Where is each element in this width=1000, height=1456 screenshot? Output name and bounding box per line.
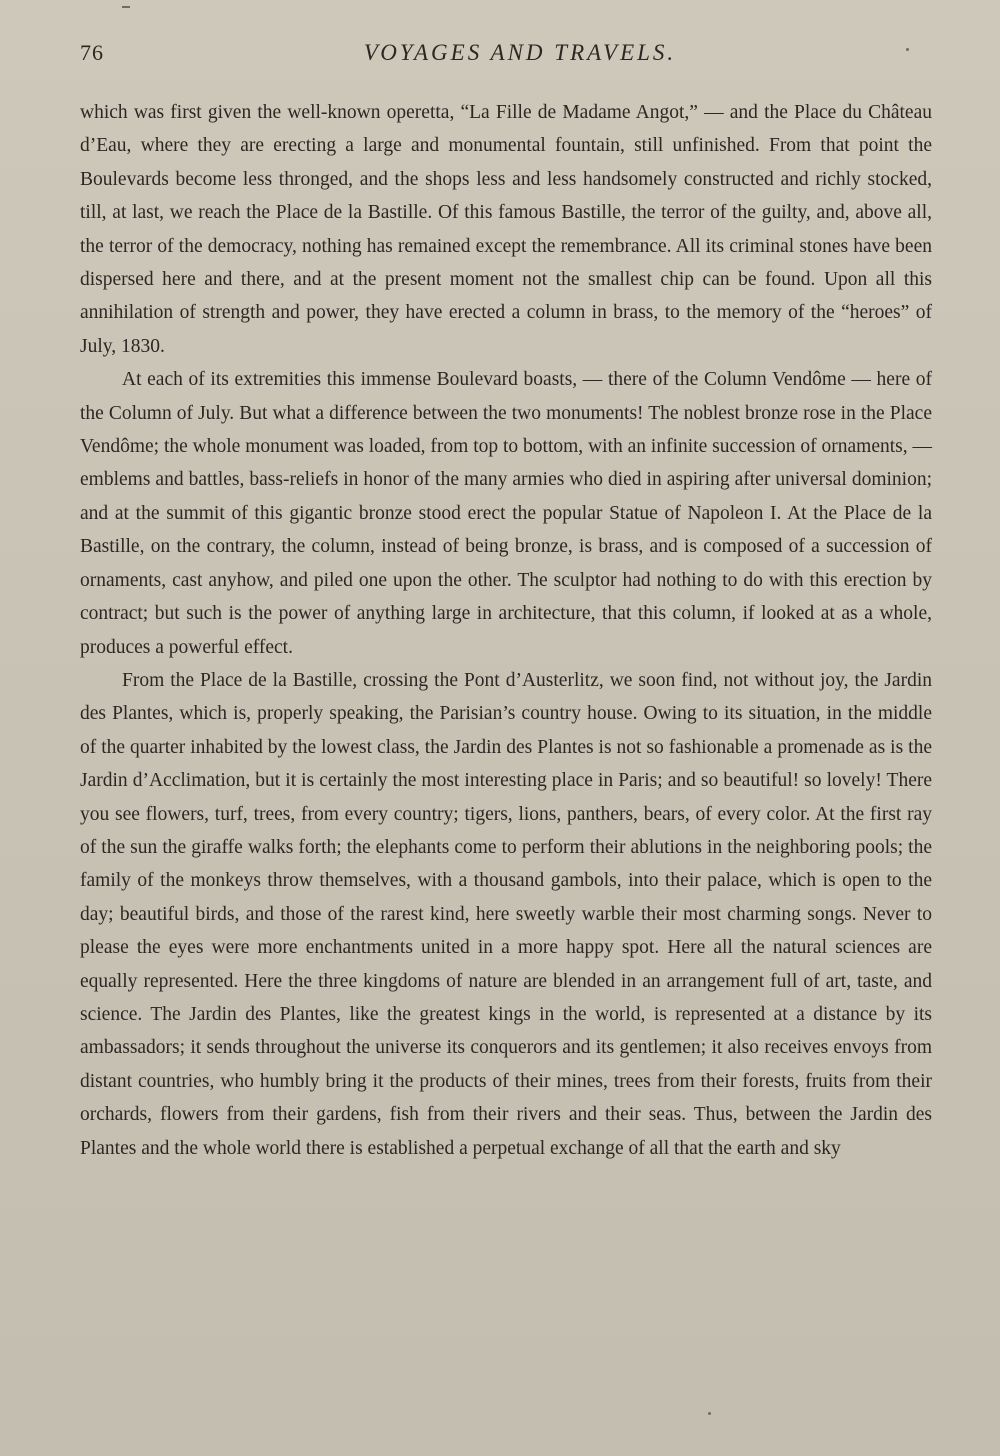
paragraph-3: From the Place de la Bastille, crossing the Pont d’Austerlitz, we soon find, not without joy, the Jardin des Plantes, which is, properly speaking, the Parisian’s country house. Owing to its situation, in the middle of the quarter inhabited by the lowest class, the Jardin des Plantes is not so fashionable a promenade as is the Jardin d’Acclimation, but it is certainly the most interesting place in Paris; and so beautiful! so lovely! There you see flowers, turf, trees, from every country; tigers, lions, panthers, bears, of every color. At the first ray of the sun the giraffe walks forth; the elephants come to perform their ablutions in the neighboring pools; the family of the monkeys throw themselves, with a thousand gambols, into their palace, which is open to the day; beautiful birds, and those of the rarest kind, here sweetly warble their most charming songs. Never to please the eyes were more enchantments united in a more happy spot. Here all the natural sciences are equally represented. Here the three kingdoms of nature are blended in an arrangement full of art, taste, and science. The Jardin des Plantes, like the greatest kings in the world, is represented at a distance by its ambassadors; it sends throughout the universe its conquerors and its gentlemen; it also receives envoys from distant countries, who humbly bring it the products of their mines, trees from their forests, fruits from their orchards, flowers from their gardens, fish from their rivers and their seas. Thus, between the Jardin des Plantes and the whole world there is established a perpetual exchange of all that the earth and sky (80, 669, 932, 1159)
paper-speck (906, 48, 909, 51)
paper-speck (122, 6, 130, 8)
paragraph-2: At each of its extremities this immense Boulevard boasts, — there of the Column Vendôme — here of the Column of July. But what a difference between the two monuments! The noblest bronze rose in the Place Vendôme; the whole monument was loaded, from top to bottom, with an infinite succession of ornaments, — emblems and battles, bass-reliefs in honor of the many armies who died in aspiring after universal dominion; and at the summit of this gigantic bronze stood erect the popular Statue of Napoleon I. At the Place de la Bastille, on the contrary, the column, instead of being bronze, is brass, and is composed of a succession of ornaments, cast anyhow, and piled one upon the other. The sculptor had nothing to do with this erection by contract; but such is the power of anything large in architecture, that this column, if looked at as a whole, produces a powerful effect. (80, 369, 932, 658)
running-head (80, 40, 930, 80)
page-number: 76 (80, 40, 104, 65)
running-title: VOYAGES AND TRAVELS. (363, 40, 677, 65)
body-text (80, 96, 932, 1165)
paper-speck (708, 1412, 711, 1415)
paragraph-1: which was first given the well-known operetta, “La Fille de Madame Angot,” — and the Place du Château d’Eau, where they are erecting a large and monumental fountain, still unfinished. From that point the Boulevards become less thronged, and the shops less and less handsomely constructed and richly stocked, till, at last, we reach the Place de la Bastille. Of this famous Bastille, the terror of the guilty, and, above all, the terror of the democracy, nothing has remained except the remembrance. All its criminal stones have been dispersed here and there, and at the present moment not the smallest chip can be found. Upon all this annihilation of strength and power, they have erected a column in brass, to the memory of the “heroes” of July, 1830. (80, 102, 932, 357)
